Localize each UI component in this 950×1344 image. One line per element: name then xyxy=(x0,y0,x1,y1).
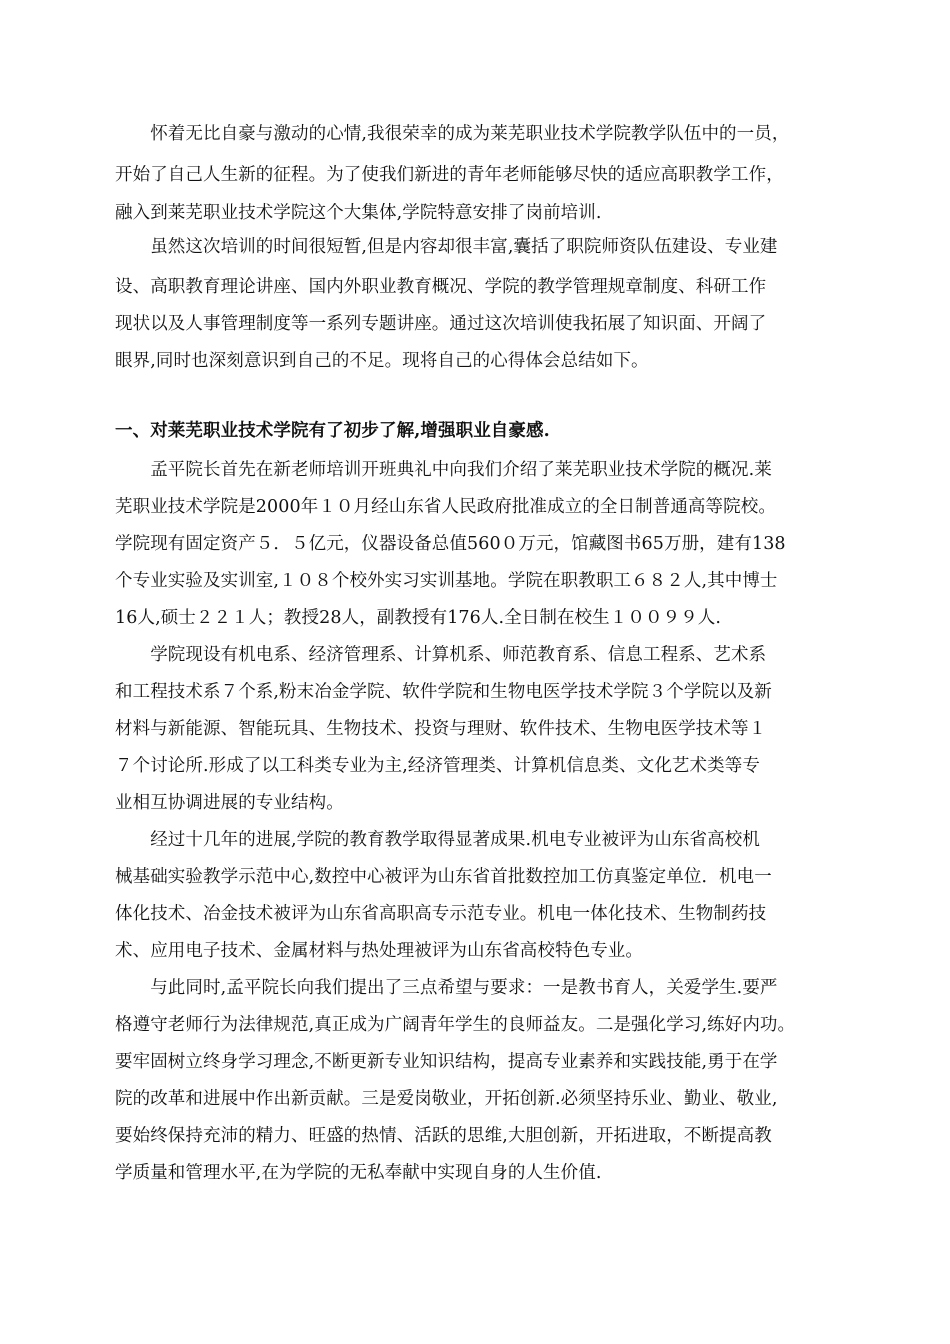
paragraph-1-line-1: 怀着无比自豪与激动的心情,我很荣幸的成为莱芜职业技术学院教学队伍中的一员， xyxy=(115,124,790,144)
paragraph-2-line-1: 虽然这次培训的时间很短暂,但是内容却很丰富,囊括了职院师资队伍建设、专业建 xyxy=(115,237,778,257)
paragraph-4-line-1: 学院现设有机电系、经济管理系、计算机系、师范教育系、信息工程系、艺术系 xyxy=(115,645,767,665)
section-heading: 一、对莱芜职业技术学院有了初步了解,增强职业自豪感. xyxy=(115,421,550,441)
paragraph-5-line-4: 术、应用电子技术、金属材料与热处理被评为山东省高校特色专业。 xyxy=(115,941,643,961)
paragraph-4-line-2: 和工程技术系７个系,粉末冶金学院、软件学院和生物电医学技术学院３个学院以及新 xyxy=(115,682,772,702)
paragraph-5-line-2: 械基础实验教学示范中心,数控中心被评为山东省首批数控加工仿真鉴定单位．机电一 xyxy=(115,867,772,887)
paragraph-4-line-5: 业相互协调进展的专业结构。 xyxy=(115,793,344,813)
paragraph-3-line-3: 学院现有固定资产５．５亿元，仪器设备总值560０万元，馆藏图书65万册，建有138 xyxy=(115,534,786,554)
paragraph-3-line-5: 16人,硕士２２１人；教授28人，副教授有176人.全日制在校生１００９９人. xyxy=(115,608,722,628)
paragraph-2-line-4: 眼界,同时也深刻意识到自己的不足。现将自己的心得体会总结如下。 xyxy=(115,351,649,371)
paragraph-3-line-4: 个专业实验及实训室,１０８个校外实习实训基地。学院在职教职工６８２人,其中博士 xyxy=(115,571,778,591)
paragraph-6-line-3: 要牢固树立终身学习理念,不断更新专业知识结构，提高专业素养和实践技能,勇于在学 xyxy=(115,1052,778,1072)
paragraph-5-line-1: 经过十几年的进展,学院的教育教学取得显著成果.机电专业被评为山东省高校机 xyxy=(115,830,760,850)
paragraph-6-line-6: 学质量和管理水平,在为学院的无私奉献中实现自身的人生价值. xyxy=(115,1163,602,1183)
paragraph-3-line-1: 孟平院长首先在新老师培训开班典礼中向我们介绍了莱芜职业技术学院的概况.莱 xyxy=(115,460,772,480)
paragraph-2-line-2: 设、高职教育理论讲座、国内外职业教育概况、学院的教学管理规章制度、科研工作 xyxy=(115,277,767,297)
paragraph-4-line-3: 材料与新能源、智能玩具、生物技术、投资与理财、软件技术、生物电医学技术等１ xyxy=(115,719,767,739)
paragraph-5-line-3: 体化技术、冶金技术被评为山东省高职高专示范专业。机电一体化技术、生物制药技 xyxy=(115,904,767,924)
paragraph-6-line-2: 格遵守老师行为法律规范,真正成为广阔青年学生的良师益友。二是强化学习,练好内功。 xyxy=(115,1015,796,1035)
paragraph-3-line-2: 芜职业技术学院是2000年１０月经山东省人民政府批准成立的全日制普通高等院校。 xyxy=(115,497,776,517)
paragraph-6-line-4: 院的改革和进展中作出新贡献。三是爱岗敬业，开拓创新.必须坚持乐业、勤业、敬业, xyxy=(115,1089,778,1109)
paragraph-4-line-4: ７个讨论所.形成了以工科类专业为主,经济管理类、计算机信息类、文化艺术类等专 xyxy=(115,756,760,776)
paragraph-6-line-5: 要始终保持充沛的精力、旺盛的热情、活跃的思维,大胆创新，开拓进取，不断提高教 xyxy=(115,1126,772,1146)
paragraph-6-line-1: 与此同时,孟平院长向我们提出了三点希望与要求：一是教书育人，关爱学生.要严 xyxy=(115,978,778,998)
paragraph-1-line-2: 开始了自己人生新的征程。为了使我们新进的青年老师能够尽快的适应高职教学工作， xyxy=(115,165,784,185)
paragraph-2-line-3: 现状以及人事管理制度等一系列专题讲座。通过这次培训使我拓展了知识面、开阔了 xyxy=(115,314,767,334)
paragraph-1-line-3: 融入到莱芜职业技术学院这个大集体,学院特意安排了岗前培训. xyxy=(115,203,602,223)
